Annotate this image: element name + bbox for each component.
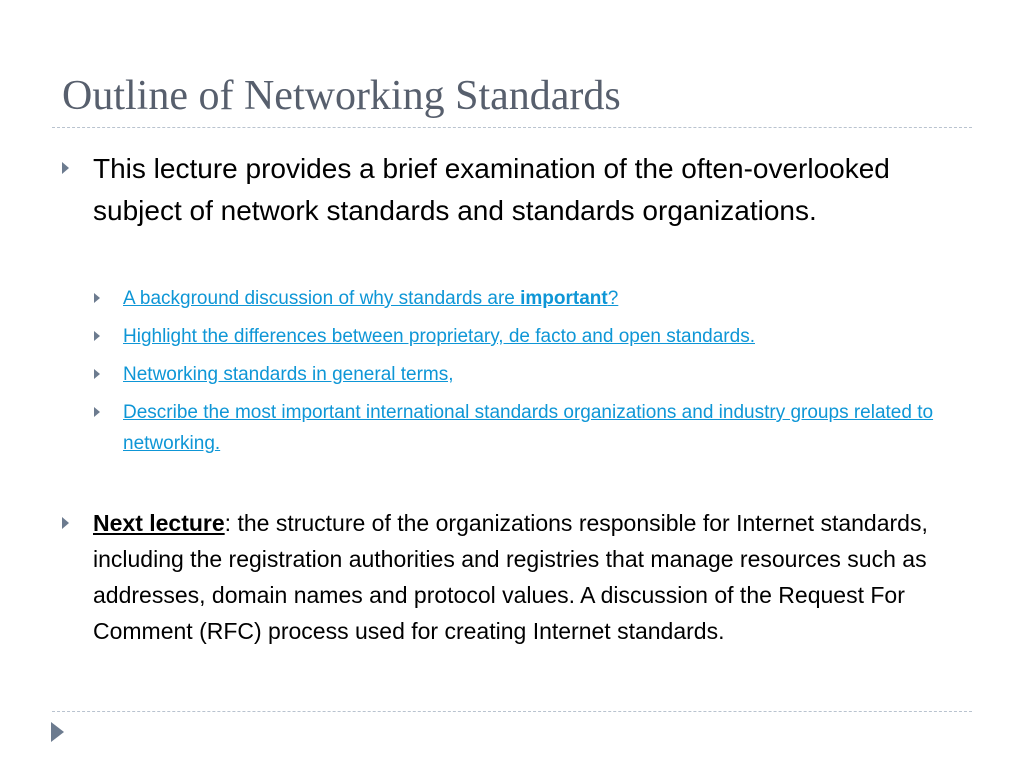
next-lecture-label: Next lecture: [93, 510, 225, 536]
footer-divider: [52, 711, 972, 712]
triangle-bullet-icon: [62, 162, 69, 174]
next-slide-arrow-icon[interactable]: [51, 722, 64, 742]
sub-bullet-2: [94, 321, 964, 352]
sub-bullet-1-link[interactable]: A background discussion of why standards are important?: [123, 288, 619, 309]
sub-bullet-4: [94, 397, 964, 459]
triangle-bullet-icon: [94, 407, 100, 417]
triangle-bullet-icon: [94, 293, 100, 303]
main-bullet-text: This lecture provides a brief examination of the often-overlooked subject of network standards and standards organizations.: [93, 153, 890, 226]
triangle-bullet-icon: [94, 331, 100, 341]
sub-bullet-4-link[interactable]: Describe the most important international standards organizations and industry groups related to networking.: [123, 402, 934, 454]
title-divider: [52, 127, 972, 128]
next-lecture-text: Next lecture: the structure of the organizations responsible for Internet standards, including the registration authorities and registries that manage resources such as addresses, domain names and protocol values. A discussion of the Request For Comment (RFC) process used for creating Internet standards.: [93, 510, 928, 644]
triangle-bullet-icon: [62, 517, 69, 529]
next-lecture-bullet: [62, 505, 962, 649]
main-bullet: [62, 148, 962, 232]
sub-bullet-3-link[interactable]: Networking standards in general terms,: [123, 364, 454, 385]
triangle-bullet-icon: [94, 369, 100, 379]
sub-bullet-1: [94, 283, 964, 314]
sub-bullet-2-link[interactable]: Highlight the differences between proprietary, de facto and open standards.: [123, 326, 755, 347]
slide-title: Outline of Networking Standards: [62, 73, 621, 119]
sub-bullet-3: [94, 359, 964, 390]
